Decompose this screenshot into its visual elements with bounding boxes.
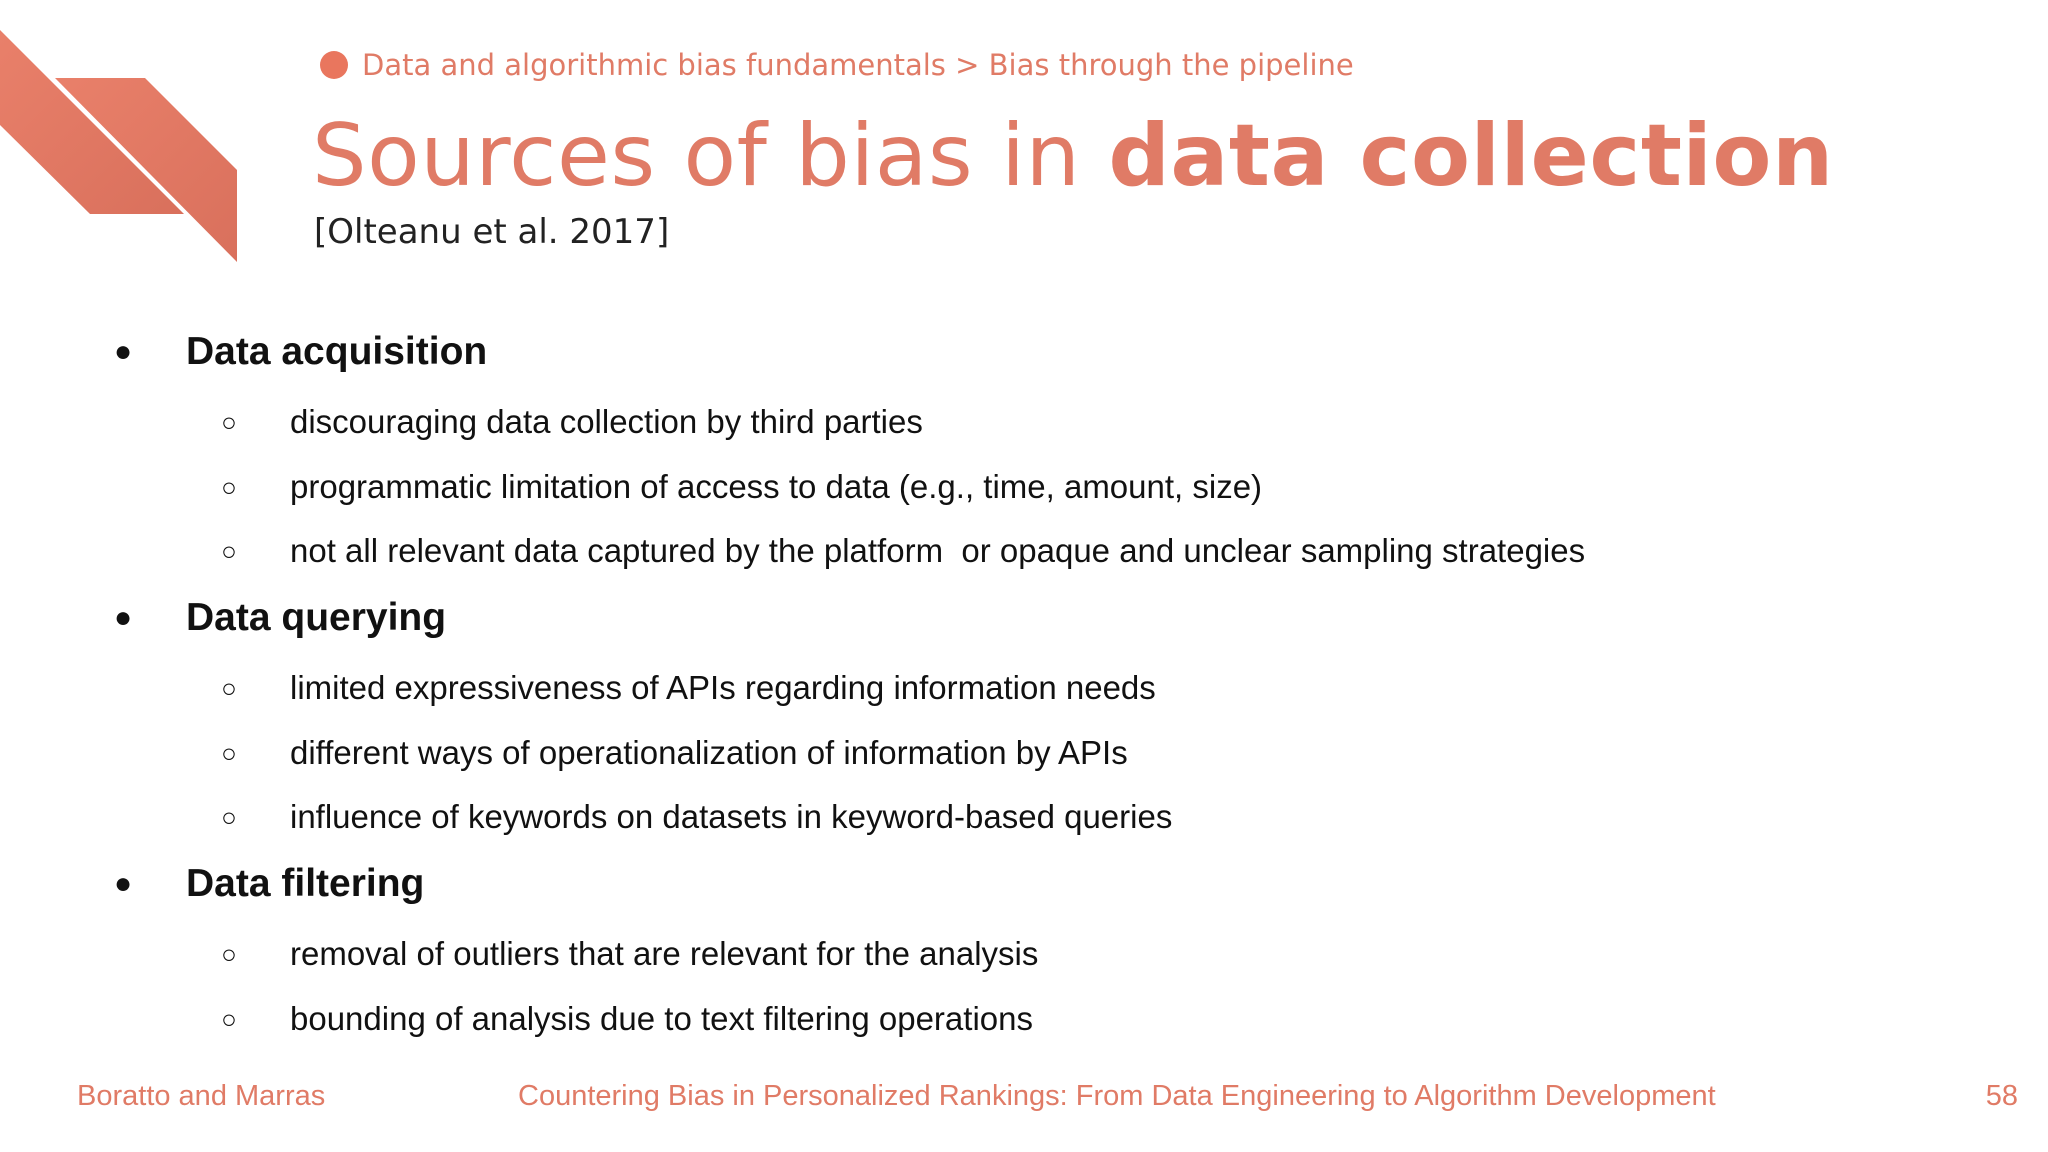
- footer-page-number: 58: [1985, 1080, 2018, 1112]
- section-heading-text: Data acquisition: [186, 330, 488, 373]
- bullet-filled-icon: ●: [113, 601, 133, 634]
- bullet-hollow-icon: ○: [221, 737, 237, 768]
- bullet-hollow-icon: ○: [221, 406, 237, 437]
- list-item: [0, 523, 2048, 579]
- list-item: [0, 660, 2048, 716]
- bullet-filled-icon: ●: [113, 335, 133, 368]
- list-item-text: limited expressiveness of APIs regarding information needs: [290, 669, 1156, 706]
- bullet-hollow-icon: ○: [221, 672, 237, 703]
- list-item-text: different ways of operationalization of information by APIs: [290, 734, 1128, 771]
- bullet-hollow-icon: ○: [221, 535, 237, 566]
- list-item-text: discouraging data collection by third parties: [290, 403, 923, 440]
- breadcrumb-dot-icon: [320, 51, 348, 79]
- citation: [Olteanu et al. 2017]: [314, 212, 670, 252]
- title-light: Sources of bias in: [312, 106, 1109, 206]
- corner-stripes-decoration: [0, 0, 240, 270]
- footer-talk-title: Countering Bias in Personalized Rankings: From Data Engineering to Algorithm Development: [518, 1080, 1716, 1112]
- breadcrumb-text: Data and algorithmic bias fundamentals > Bias through the pipeline: [362, 48, 1354, 82]
- list-item: [0, 991, 2048, 1047]
- bullet-hollow-icon: ○: [221, 471, 237, 502]
- section-heading: [0, 324, 2048, 380]
- list-item: [0, 394, 2048, 450]
- section-heading: [0, 856, 2048, 912]
- list-item-text: programmatic limitation of access to data (e.g., time, amount, size): [290, 468, 1263, 505]
- list-item: [0, 789, 2048, 845]
- list-item-text: influence of keywords on datasets in keyword-based queries: [290, 798, 1173, 835]
- bullet-filled-icon: ●: [113, 867, 133, 900]
- section-heading: [0, 590, 2048, 646]
- section-heading-text: Data filtering: [186, 862, 425, 905]
- list-item-text: bounding of analysis due to text filtering operations: [290, 1000, 1033, 1037]
- list-item: [0, 725, 2048, 781]
- slide-title: [312, 106, 1834, 206]
- list-item-text: removal of outliers that are relevant for the analysis: [290, 935, 1039, 972]
- breadcrumb: [320, 48, 1354, 82]
- footer-authors: Boratto and Marras: [77, 1080, 326, 1112]
- list-item: [0, 926, 2048, 982]
- title-bold: data collection: [1108, 106, 1834, 206]
- section-heading-text: Data querying: [186, 596, 447, 639]
- list-item: [0, 459, 2048, 515]
- bullet-hollow-icon: ○: [221, 801, 237, 832]
- bullet-hollow-icon: ○: [221, 938, 237, 969]
- bullet-hollow-icon: ○: [221, 1003, 237, 1034]
- list-item-text: not all relevant data captured by the platform or opaque and unclear sampling strategies: [290, 532, 1586, 569]
